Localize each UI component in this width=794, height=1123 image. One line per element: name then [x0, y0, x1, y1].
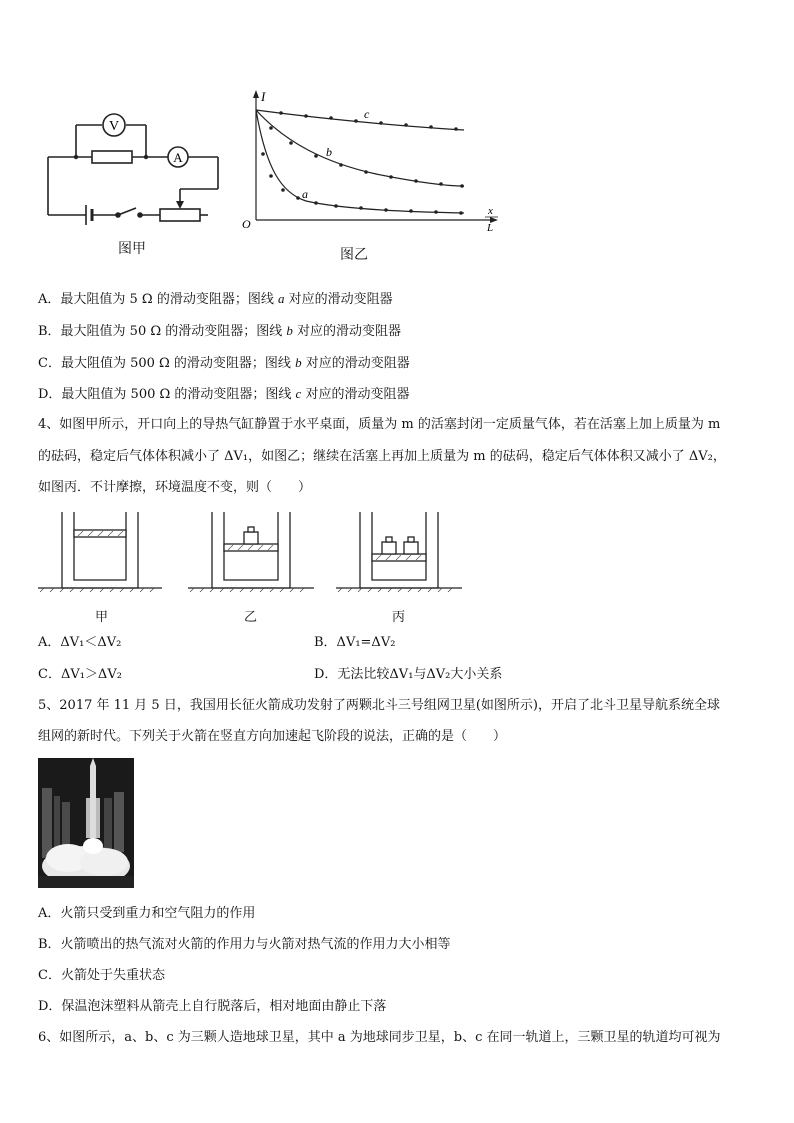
- q4-option-d[interactable]: D．无法比较ΔV₁与ΔV₂大小关系: [314, 667, 503, 682]
- axis-x-denominator: L: [487, 222, 494, 234]
- q4-option-b[interactable]: B．ΔV₁=ΔV₂: [314, 635, 396, 650]
- q3-option-d[interactable]: D．最大阻值为 500 Ω 的滑动变阻器；图线 c 对应的滑动变阻器: [38, 386, 410, 402]
- curve-c-label: c: [364, 107, 370, 121]
- q5-option-d[interactable]: D．保温泡沫塑料从箭壳上自行脱落后，相对地面由静止下落: [38, 999, 387, 1014]
- q3-option-c[interactable]: C．最大阻值为 500 Ω 的滑动变阻器；图线 b 对应的滑动变阻器: [38, 355, 410, 371]
- circuit-diagram: [40, 105, 225, 230]
- figure-caption-right: 图乙: [340, 247, 368, 263]
- q5-option-c[interactable]: C．火箭处于失重状态: [38, 968, 165, 983]
- curve-b-label: b: [326, 145, 332, 159]
- q3-option-a[interactable]: A．最大阻值为 5 Ω 的滑动变阻器；图线 a 对应的滑动变阻器: [38, 291, 393, 307]
- q5-text-line-1: 5、2017 年 11 月 5 日，我国用长征火箭成功发射了两颗北斗三号组网卫星(如图所示)，开启了北斗卫星导航系统全球: [38, 698, 720, 713]
- current-position-graph: [236, 88, 506, 238]
- q4-text-line-1: 4、如图甲所示，开口向上的导热气缸静置于水平桌面，质量为 m 的活塞封闭一定质量气体，若在活塞上加上质量为 m: [38, 417, 721, 432]
- q4-option-a[interactable]: A．ΔV₁＜ΔV₂: [38, 635, 122, 650]
- voltmeter-label: V: [108, 119, 120, 134]
- fig-label-jia: 甲: [95, 610, 109, 625]
- origin-label: O: [242, 217, 251, 231]
- axis-y-label: I: [261, 89, 266, 104]
- q4-text-line-2: 的砝码，稳定后气体体积减小了 ΔV₁，如图乙；继续在活塞上再加上质量为 m 的砝码，稳定后气体体积又减小了 ΔV₂，: [38, 449, 726, 464]
- fig-label-yi: 乙: [244, 610, 258, 625]
- cylinder-figures: [38, 508, 468, 598]
- q6-text-line-1: 6、如图所示，a、b、c 为三颗人造地球卫星，其中 a 为地球同步卫星，b、c 在同一轨道上，三颗卫星的轨道均可视为: [38, 1030, 721, 1045]
- q5-text-line-2: 组网的新时代。下列关于火箭在竖直方向加速起飞阶段的说法，正确的是（ ）: [38, 729, 507, 744]
- q5-option-a[interactable]: A．火箭只受到重力和空气阻力的作用: [38, 906, 256, 921]
- axis-x-numerator: x: [488, 205, 493, 217]
- rocket-launch-photo: [38, 758, 134, 888]
- q5-option-b[interactable]: B．火箭喷出的热气流对火箭的作用力与火箭对热气流的作用力大小相等: [38, 937, 451, 952]
- figure-caption-left: 图甲: [118, 241, 146, 257]
- q3-option-b[interactable]: B．最大阻值为 50 Ω 的滑动变阻器；图线 b 对应的滑动变阻器: [38, 323, 402, 339]
- fig-label-bing: 丙: [392, 610, 406, 625]
- curve-a-label: a: [302, 187, 308, 201]
- q4-option-c[interactable]: C．ΔV₁＞ΔV₂: [38, 667, 122, 682]
- q4-text-line-3: 如图丙．不计摩擦，环境温度不变，则（ ）: [38, 480, 312, 495]
- ammeter-label: A: [173, 150, 183, 165]
